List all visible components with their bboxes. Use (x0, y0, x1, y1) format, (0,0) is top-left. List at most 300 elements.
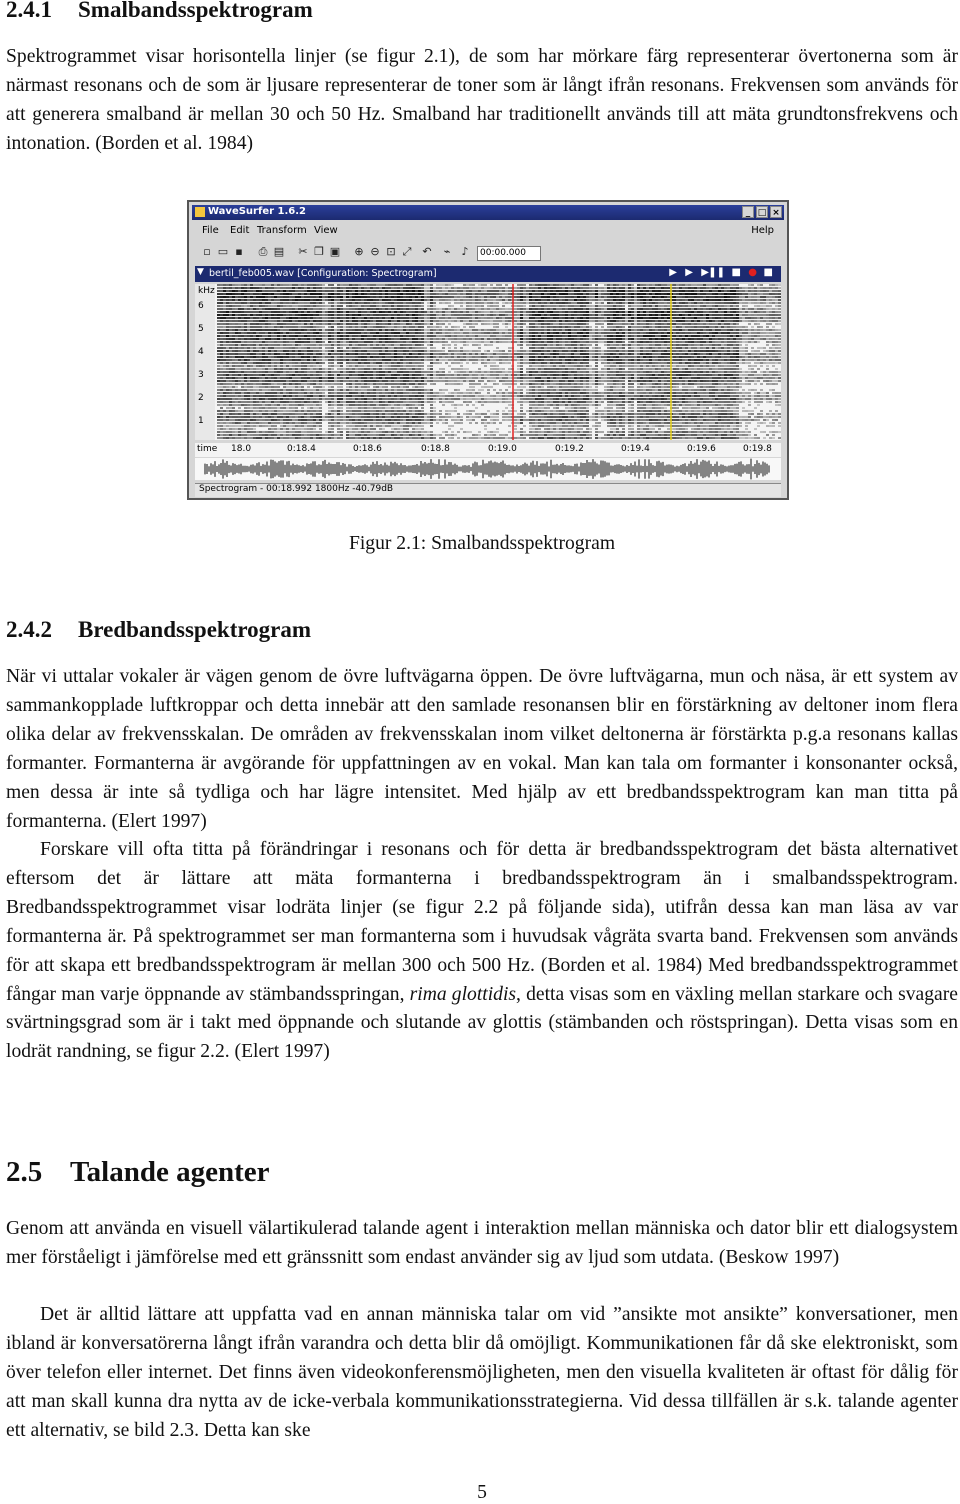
spectrogram-cell (502, 311, 505, 313)
spectrogram-cell (253, 413, 256, 415)
spectrogram-cell (358, 383, 361, 385)
spectrogram-cell (454, 308, 457, 310)
spectrogram-cell (448, 338, 451, 340)
spectrogram-cell (229, 401, 232, 403)
spectrogram-cell (235, 284, 238, 286)
spectrogram-cell (517, 431, 520, 433)
spectrogram-cell (418, 299, 421, 301)
spectrogram-cell (331, 368, 334, 370)
zoom-all-icon[interactable]: ⤢ (400, 245, 414, 259)
spectrogram-cell (310, 335, 313, 337)
play-icon[interactable]: ▶ (669, 267, 677, 278)
spectrogram-cell (400, 356, 403, 358)
spectrogram-cell (424, 419, 427, 421)
spectrogram-cell (439, 311, 442, 313)
spectrogram-cell (415, 356, 418, 358)
spectrogram-cell (481, 293, 484, 295)
spectrogram-cell (316, 302, 319, 304)
spectrogram-cell (349, 434, 352, 436)
spectrogram-cell (292, 395, 295, 397)
spectrogram-cell (457, 293, 460, 295)
spectrogram-cell (322, 395, 325, 397)
properties-icon[interactable]: ▤ (272, 245, 286, 259)
spectrogram-cell (385, 302, 388, 304)
spectrogram-cell (256, 326, 259, 328)
spectrogram-cell (415, 341, 418, 343)
spectrogram-cell (274, 317, 277, 319)
zoom-in-icon[interactable]: ⊕ (352, 245, 366, 259)
spectrogram-cell (517, 305, 520, 307)
spectrogram-cell (328, 419, 331, 421)
spectrogram-cell (229, 326, 232, 328)
spectrogram-cell (328, 404, 331, 406)
spectrogram-cell (247, 341, 250, 343)
spectrogram-cell (481, 395, 484, 397)
spectrogram-cell (277, 362, 280, 364)
spectrogram-cell (268, 341, 271, 343)
spectrogram-pane[interactable] (195, 284, 781, 440)
spectrogram-cell (340, 380, 343, 382)
spectrogram-cell (493, 380, 496, 382)
spectrogram-cell (520, 413, 523, 415)
spectrogram-cell (454, 407, 457, 409)
spectrogram-cell (337, 398, 340, 400)
spectrogram-cell (328, 413, 331, 415)
spectrogram-cell (439, 371, 442, 373)
close-panel-icon[interactable]: ■ (764, 267, 773, 278)
spectrogram-cell (427, 377, 430, 379)
spectrogram-cell (232, 428, 235, 430)
spectrogram-cell (283, 287, 286, 289)
spectrogram-cell (445, 413, 448, 415)
spectrogram-cell (391, 434, 394, 436)
spectrogram-cell (409, 404, 412, 406)
spectrogram-cell (403, 314, 406, 316)
spectrogram-cell (241, 359, 244, 361)
spectrogram-cell (304, 365, 307, 367)
spectrogram-cell (457, 320, 460, 322)
spectrogram-cell (517, 335, 520, 337)
spectrogram-cell (412, 302, 415, 304)
spectrogram-cell (265, 410, 268, 412)
spectrogram-cell (463, 398, 466, 400)
collapse-triangle-icon[interactable]: ▼ (197, 267, 204, 277)
spectrogram-cell (415, 374, 418, 376)
spectrogram-cell (238, 308, 241, 310)
spectrogram-cell (451, 404, 454, 406)
spectrogram-cell (301, 290, 304, 292)
maximize-button[interactable]: □ (756, 206, 768, 218)
spectrogram-cell (457, 422, 460, 424)
spectrogram-cell (313, 365, 316, 367)
spectrogram-cell (292, 425, 295, 427)
spectrogram-cell (400, 359, 403, 361)
spectrogram-cell (451, 383, 454, 385)
spectrogram-cell (274, 392, 277, 394)
spectrogram-cell (364, 344, 367, 346)
spectrogram-cell (442, 347, 445, 349)
spectrogram-cell (217, 320, 220, 322)
spectrogram-cell (304, 398, 307, 400)
spectrogram-cell (364, 350, 367, 352)
spectrogram-cell (241, 431, 244, 433)
spectrogram-cell (439, 284, 442, 286)
spectrogram-cell (268, 356, 271, 358)
spectrogram-cell (376, 335, 379, 337)
spectrogram-cell (406, 431, 409, 433)
spectrogram-cell (508, 296, 511, 298)
cut-icon[interactable]: ✂ (296, 245, 310, 259)
spectrogram-cell (496, 326, 499, 328)
new-file-icon[interactable]: ▫ (200, 245, 214, 259)
spectrogram-cell (379, 410, 382, 412)
spectrogram-cell (460, 317, 463, 319)
spectrogram-cell (217, 428, 220, 430)
spectrogram-cell (475, 305, 478, 307)
spectrogram-cell (283, 407, 286, 409)
spectrogram-cell (463, 320, 466, 322)
spectrogram-cell (223, 338, 226, 340)
spectrogram-cell (391, 314, 394, 316)
spectrogram-cell (412, 299, 415, 301)
spectrogram-cell (520, 404, 523, 406)
spectrogram-cell (265, 392, 268, 394)
spectrogram-cell (319, 356, 322, 358)
spectrogram-cell (274, 344, 277, 346)
spectrogram-cell (277, 341, 280, 343)
play-loop-icon[interactable]: ▶ (685, 267, 693, 278)
spectrogram-cell (319, 386, 322, 388)
spectrogram-cell (256, 434, 259, 436)
spectrogram-cell (418, 431, 421, 433)
spectrogram-cell (502, 287, 505, 289)
spectrogram-cell (442, 329, 445, 331)
spectrogram-cell (382, 422, 385, 424)
spectrogram-cell (430, 320, 433, 322)
spectrogram-cell (379, 425, 382, 427)
spectrogram-cell (385, 434, 388, 436)
spectrogram-cell (436, 350, 439, 352)
spectrogram-cell (478, 299, 481, 301)
zoom-out-icon[interactable]: ⊖ (368, 245, 382, 259)
spectrogram-cell (460, 332, 463, 334)
spectrogram-cell (262, 314, 265, 316)
spectrogram-cell (331, 302, 334, 304)
spectrogram-cell (448, 434, 451, 436)
spectrogram-cell (472, 335, 475, 337)
spectrogram-cell (379, 368, 382, 370)
spectrogram-cell (520, 362, 523, 364)
spectrogram-cell (418, 356, 421, 358)
spectrogram-cell (382, 380, 385, 382)
copy-icon[interactable]: ❐ (312, 245, 326, 259)
spectrogram-cell (430, 392, 433, 394)
spectrogram-cell (265, 287, 268, 289)
spectrogram-cell (442, 416, 445, 418)
spectrogram-cell (355, 377, 358, 379)
spectrogram-cell (289, 362, 292, 364)
spectrogram-cell (259, 299, 262, 301)
spectrogram-cell (361, 419, 364, 421)
spectrogram-cell (493, 422, 496, 424)
minimize-button[interactable]: _ (742, 206, 754, 218)
record-icon[interactable]: ● (748, 267, 757, 278)
spectrogram-cell (370, 389, 373, 391)
spectrogram-cell (376, 302, 379, 304)
spectrogram-cell (412, 407, 415, 409)
spectrogram-cell (316, 374, 319, 376)
record-settings-icon[interactable]: ⌁ (440, 245, 454, 259)
spectrogram-cell (409, 329, 412, 331)
spectrogram-cell (421, 407, 424, 409)
spectrogram-cell (385, 296, 388, 298)
spectrogram-cell (445, 416, 448, 418)
spectrogram-cell (313, 332, 316, 334)
spectrogram-cell (247, 386, 250, 388)
menu-file[interactable]: File (202, 225, 219, 236)
spectrogram-cell (430, 383, 433, 385)
spectrogram-cell (403, 299, 406, 301)
spectrogram-cell (466, 302, 469, 304)
spectrogram-cell (454, 416, 457, 418)
spectrogram-cell (316, 326, 319, 328)
stop-icon[interactable]: ■ (732, 267, 741, 278)
spectrogram-cell (247, 398, 250, 400)
spectrogram-cell (370, 353, 373, 355)
spectrogram-cell (340, 404, 343, 406)
spectrogram-cell (520, 359, 523, 361)
spectrogram-cell (493, 368, 496, 370)
spectrogram-cell (460, 362, 463, 364)
spectrogram-cell (394, 395, 397, 397)
spectrogram-cell (283, 344, 286, 346)
spectrogram-cell (262, 308, 265, 310)
spectrogram-cell (355, 398, 358, 400)
spectrogram-cell (244, 305, 247, 307)
spectrogram-cell (406, 398, 409, 400)
paste-icon[interactable]: ▣ (328, 245, 342, 259)
spectrogram-cell (460, 293, 463, 295)
spectrogram-cell (385, 341, 388, 343)
spectrogram-cell (415, 317, 418, 319)
spectrogram-cell (406, 386, 409, 388)
spectrogram-cell (241, 311, 244, 313)
spectrogram-cell (373, 377, 376, 379)
spectrogram-cell (253, 368, 256, 370)
spectrogram-cell (352, 371, 355, 373)
spectrogram-cell (358, 389, 361, 391)
spectrogram-cell (325, 398, 328, 400)
spectrogram-cell (391, 416, 394, 418)
spectrogram-cell (265, 335, 268, 337)
spectrogram-cell (274, 329, 277, 331)
spectrogram-cell (223, 413, 226, 415)
spectrogram-cell (220, 335, 223, 337)
spectrogram-cell (475, 308, 478, 310)
spectrogram-cell (259, 413, 262, 415)
spectrogram-cell (220, 290, 223, 292)
spectrogram-cell (388, 338, 391, 340)
spectrogram-cell (295, 308, 298, 310)
spectrogram-cell (355, 374, 358, 376)
spectrogram-cell (379, 311, 382, 313)
spectrogram-cell (514, 359, 517, 361)
spectrogram-cell (262, 422, 265, 424)
spectrogram-cell (319, 317, 322, 319)
spectrogram-cell (520, 428, 523, 430)
play-all-icon[interactable]: ▶ (701, 267, 709, 278)
spectrogram-cell (238, 344, 241, 346)
spectrogram-cell (457, 302, 460, 304)
spectrogram-cell (385, 287, 388, 289)
spectrogram-cell (283, 428, 286, 430)
spectrogram-cell (430, 389, 433, 391)
spectrogram-cell (466, 332, 469, 334)
spectrogram-cell (325, 395, 328, 397)
spectrogram-cell (412, 365, 415, 367)
spectrogram-cell (388, 392, 391, 394)
spectrogram-cell (349, 425, 352, 427)
spectrogram-cell (379, 314, 382, 316)
undo-icon[interactable]: ↶ (420, 245, 434, 259)
spectrogram-cell (310, 287, 313, 289)
spectrogram-cell (220, 395, 223, 397)
spectrogram-cell (454, 302, 457, 304)
spectrogram-cell (496, 323, 499, 325)
spectrogram-cell (397, 323, 400, 325)
spectrogram-cell (388, 371, 391, 373)
spectrogram-cell (232, 416, 235, 418)
spectrogram-cell (427, 323, 430, 325)
spectrogram-cell (226, 341, 229, 343)
spectrogram-cell (361, 314, 364, 316)
spectrogram-cell (370, 392, 373, 394)
spectrogram-cell (343, 335, 346, 337)
spectrogram-cell (304, 332, 307, 334)
spectrogram-cell (319, 326, 322, 328)
spectrogram-cell (493, 341, 496, 343)
spectrogram-cell (382, 335, 385, 337)
spectrogram-cell (331, 299, 334, 301)
spectrogram-cell (340, 389, 343, 391)
spectrogram-cell (358, 392, 361, 394)
spectrogram-cell (250, 389, 253, 391)
spectrogram-cell (247, 338, 250, 340)
spectrogram-cell (439, 308, 442, 310)
spectrogram-cell (514, 380, 517, 382)
spectrogram-cell (262, 395, 265, 397)
spectrogram-cell (385, 431, 388, 433)
spectrogram-cell (445, 341, 448, 343)
spectrogram-cell (451, 392, 454, 394)
spectrogram-cell (367, 398, 370, 400)
spectrogram-cell (406, 383, 409, 385)
spectrogram-cell (433, 332, 436, 334)
spectrogram-cell (394, 320, 397, 322)
spectrogram-cell (238, 293, 241, 295)
spectrogram-cell (388, 311, 391, 313)
spectrogram-cell (271, 311, 274, 313)
spectrogram-cell (343, 299, 346, 301)
spectrogram-cell (403, 410, 406, 412)
spectrogram-cell (301, 398, 304, 400)
spectrogram-cell (445, 296, 448, 298)
spectrogram-cell (421, 431, 424, 433)
spectrogram-cell (493, 338, 496, 340)
spectrogram-cell (523, 323, 526, 325)
spectrogram-cell (310, 377, 313, 379)
spectrogram-cell (442, 341, 445, 343)
spectrogram-cell (364, 362, 367, 364)
open-folder-icon[interactable]: ▭ (216, 245, 230, 259)
spectrogram-cell (436, 284, 439, 286)
menu-transform[interactable]: Transform (257, 225, 307, 236)
menu-help[interactable]: Help (751, 225, 774, 236)
spectrogram-cell (244, 368, 247, 370)
print-icon[interactable]: ⎙ (256, 245, 270, 259)
spectrogram-cell (220, 377, 223, 379)
spectrogram-cell (442, 293, 445, 295)
spectrogram-cell (433, 371, 436, 373)
spectrogram-cell (271, 401, 274, 403)
pause-icon[interactable]: ❚❚ (708, 267, 725, 278)
spectrogram-cell (223, 350, 226, 352)
spectrogram-cell (352, 413, 355, 415)
spectrogram-cell (439, 326, 442, 328)
spectrogram-cell (304, 284, 307, 286)
close-button[interactable]: × (770, 206, 782, 218)
spectrogram-cell (496, 368, 499, 370)
spectrogram-cell (370, 374, 373, 376)
spectrogram-cell (358, 374, 361, 376)
spectrogram-cell (412, 311, 415, 313)
spectrogram-cell (247, 434, 250, 436)
spectrogram-cell (352, 419, 355, 421)
spectrogram-cell (295, 437, 298, 439)
spectrogram-cell (220, 419, 223, 421)
spectrogram-cell (355, 302, 358, 304)
spectrogram-cell (502, 338, 505, 340)
spectrogram-cell (487, 329, 490, 331)
spectrogram-cell (244, 350, 247, 352)
spectrogram-cell (352, 344, 355, 346)
spectrogram-cell (238, 428, 241, 430)
zoom-selection-icon[interactable]: ⊡ (384, 245, 398, 259)
spectrogram-cell (475, 341, 478, 343)
spectrogram-cell (295, 413, 298, 415)
menu-view[interactable]: View (314, 225, 338, 236)
spectrogram-cell (436, 419, 439, 421)
spectrogram-cell (478, 338, 481, 340)
spectrogram-cell (235, 323, 238, 325)
spectrogram-cell (292, 287, 295, 289)
spectrogram-cell (265, 419, 268, 421)
spectrogram-cell (409, 395, 412, 397)
spectrogram-cell (307, 287, 310, 289)
spectrogram-cell (526, 314, 529, 316)
spectrogram-cell (505, 380, 508, 382)
spectrogram-cell (313, 401, 316, 403)
spectrogram-cell (397, 305, 400, 307)
spectrogram-cell (469, 431, 472, 433)
menu-edit[interactable]: Edit (230, 225, 249, 236)
save-icon[interactable]: ▪ (232, 245, 246, 259)
spectrogram-cell (343, 419, 346, 421)
spectrogram-cell (529, 326, 532, 328)
spectrogram-cell (268, 335, 271, 337)
spectrogram-cell (469, 413, 472, 415)
sound-settings-icon[interactable]: ♪ (458, 245, 472, 259)
